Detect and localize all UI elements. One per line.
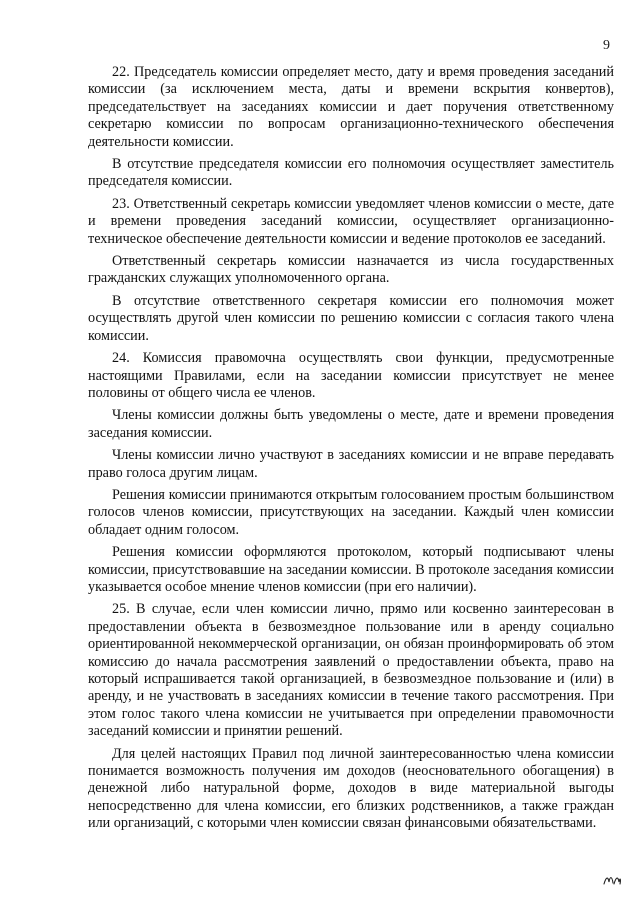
initials-mark-icon — [602, 873, 622, 887]
paragraph-25: 25. В случае, если член комиссии лично, прямо или косвенно заинтересован в предоставлении объекта в безвозмездное пользование или в аренду социально ориентированной некоммерческой организации, он обязан проинформировать об этом комиссию до начала рассмотрения заявлений о предоставлении объекта, право на который испрашивается такой организацией, в безвозмездное пользование и (или) в аренду, и не участвовать в заседаниях комиссии в течение такого рассмотрения. При этом голос такого члена комиссии не учитывается при определении правомочности заседаний комиссии и принятии решений. — [88, 601, 614, 740]
paragraph-personal-participation: Члены комиссии лично участвуют в заседаниях комиссии и не вправе передавать право голоса другим лицам. — [88, 447, 614, 481]
paragraph-22: 22. Председатель комиссии определяет место, дату и время проведения заседаний комиссии (за исключением места, даты и времени вскрытия конвертов), председательствует на заседаниях комиссии и дает поручения ответственному секретарю комиссии по вопросам организационно-технического обеспечения деятельности комиссии. — [88, 64, 614, 150]
paragraph-chair-absence: В отсутствие председателя комиссии его полномочия осуществляет заместитель председателя комиссии. — [88, 156, 614, 190]
paragraph-protocol: Решения комиссии оформляются протоколом, который подписывают члены комиссии, присутствовавшие на заседании комиссии. В протоколе заседания комиссии указывается особое мнение членов комиссии (при его наличии). — [88, 544, 614, 595]
paragraph-personal-interest: Для целей настоящих Правил под личной заинтересованностью члена комиссии понимается возможность получения им доходов (неосновательного обогащения) в денежной либо натуральной форме, доходов в виде материальной выгоды непосредственно для члена комиссии, его близких родственников, а также граждан или организаций, с которыми член комиссии связан финансовыми обязательствами. — [88, 745, 614, 832]
page-number: 9 — [603, 38, 610, 53]
paragraph-secretary-appointment: Ответственный секретарь комиссии назначается из числа государственных гражданских служащих уполномоченного органа. — [88, 253, 614, 287]
paragraph-secretary-absence: В отсутствие ответственного секретаря комиссии его полномочия может осуществлять другой член комиссии по решению комиссии с согласия такого члена комиссии. — [88, 292, 614, 344]
paragraph-23: 23. Ответственный секретарь комиссии уведомляет членов комиссии о месте, дате и времени проведения заседаний комиссии, осуществляет организационно-техническое обеспечение деятельности комиссии и ведение протоколов ее заседаний. — [88, 195, 614, 247]
document-body — [88, 64, 614, 838]
paragraph-notification: Члены комиссии должны быть уведомлены о месте, дате и времени проведения заседания комиссии. — [88, 407, 614, 441]
paragraph-24: 24. Комиссия правомочна осуществлять свои функции, предусмотренные настоящими Правилами, если на заседании комиссии присутствует не менее половины от общего числа ее членов. — [88, 350, 614, 401]
paragraph-voting: Решения комиссии принимаются открытым голосованием простым большинством голосов членов комиссии, присутствующих на заседании. Каждый член комиссии обладает одним голосом. — [88, 486, 614, 538]
